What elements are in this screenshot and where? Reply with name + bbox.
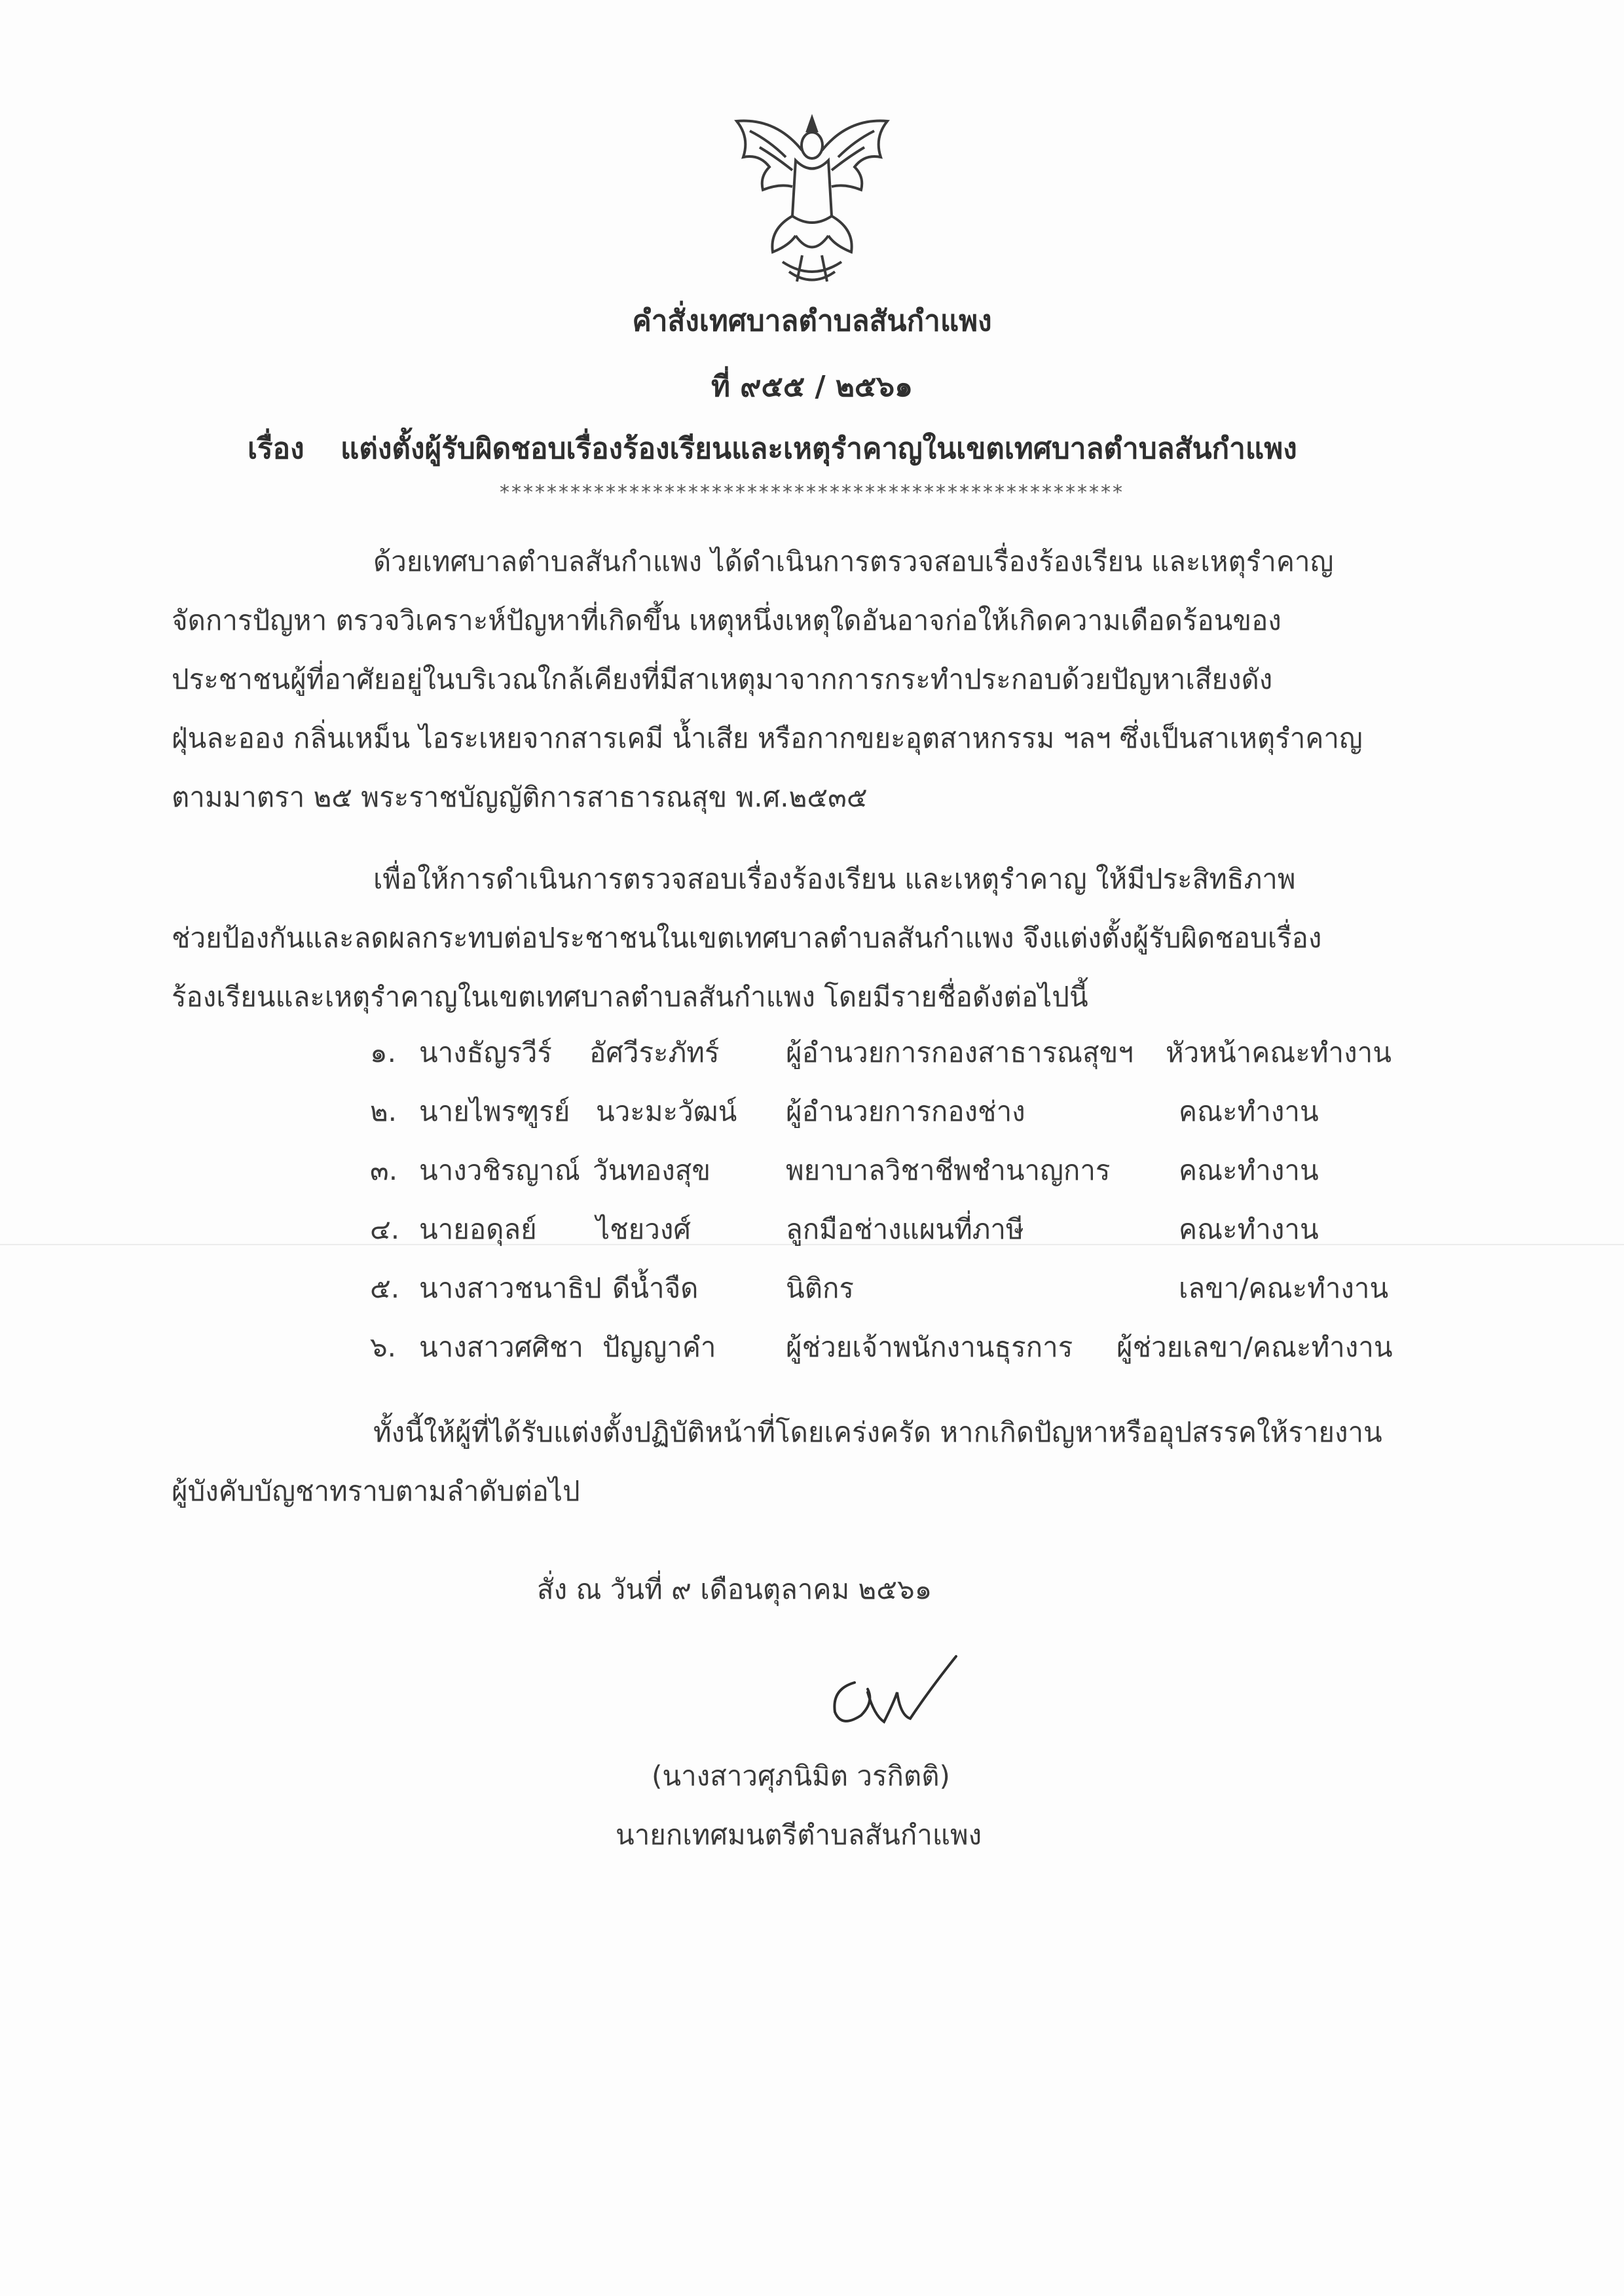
item-number: ๔. [370, 1213, 400, 1245]
para1-line: ด้วยเทศบาลตำบลสันกำแพง ได้ดำเนินการตรวจสอบเรื่องร้องเรียน และเหตุรำคาญ [373, 545, 1334, 577]
position: ผู้อำนวยการกองช่าง [786, 1095, 1025, 1127]
subject-text: แต่งตั้งผู้รับผิดชอบเรื่องร้องเรียนและเหตุรำคาญในเขตเทศบาลตำบลสันกำแพง [341, 432, 1297, 465]
signer-name: (นางสาวศุภนิมิต วรกิตติ) [652, 1760, 950, 1792]
role: หัวหน้าคณะทำงาน [1166, 1036, 1392, 1068]
first-name: นางวชิรญาณ์ [419, 1154, 580, 1186]
item-number: ๓. [370, 1154, 398, 1186]
para2-line: เพื่อให้การดำเนินการตรวจสอบเรื่องร้องเรียน และเหตุรำคาญ ให้มีประสิทธิภาพ [373, 863, 1296, 895]
role: คณะทำงาน [1179, 1154, 1319, 1186]
list-item [0, 1326, 1624, 1378]
item-number: ๒. [370, 1095, 397, 1127]
para1-line: ฝุ่นละออง กลิ่นเหม็น ไอระเหยจากสารเคมี น้ำเสีย หรือกากขยะอุตสาหกรรม ฯลฯ ซึ่งเป็นสาเหตุรำคาญ [172, 722, 1363, 754]
para2-line: ช่วยป้องกันและลดผลกระทบต่อประชาชนในเขตเทศบาลตำบลสันกำแพง จึงแต่งตั้งผู้รับผิดชอบเรื่อง [172, 922, 1322, 954]
position: พยาบาลวิชาชีพชำนาญการ [786, 1154, 1111, 1186]
role: เลขา/คณะทำงาน [1179, 1272, 1389, 1304]
garuda-emblem-icon [724, 105, 900, 295]
subject-label: เรื่อง [248, 432, 304, 465]
first-name: นางสาวชนาธิป [419, 1272, 602, 1304]
para1-line: ตามมาตรา ๒๕ พระราชบัญญัติการสาธารณสุข พ.ศ.๒๕๓๕ [172, 781, 868, 813]
list-item [0, 1031, 1624, 1084]
separator-stars: ***************************************************** [500, 481, 1124, 504]
role: ผู้ช่วยเลขา/คณะทำงาน [1116, 1331, 1393, 1363]
last-name: นวะมะวัฒน์ [596, 1095, 737, 1127]
item-number: ๖. [370, 1331, 397, 1363]
list-item [0, 1208, 1624, 1260]
list-item [0, 1090, 1624, 1142]
role: คณะทำงาน [1179, 1213, 1319, 1245]
position: ผู้อำนวยการกองสาธารณสุขฯ [786, 1036, 1134, 1068]
para1-line: จัดการปัญหา ตรวจวิเคราะห์ปัญหาที่เกิดขึ้น เหตุหนึ่งเหตุใดอันอาจก่อให้เกิดความเดือดร้อนของ [172, 604, 1282, 636]
first-name: นางธัญรวีร์ [419, 1036, 552, 1068]
position: ลูกมือช่างแผนที่ภาษี [786, 1213, 1024, 1245]
last-name: ปัญญาคำ [602, 1331, 716, 1363]
last-name: วันทองสุข [593, 1154, 711, 1186]
order-number: ที่ ๙๕๕ / ๒๕๖๑ [710, 370, 913, 403]
position: ผู้ช่วยเจ้าพนักงานธุรการ [786, 1331, 1073, 1363]
role: คณะทำงาน [1179, 1095, 1319, 1127]
last-name: ไชยวงศ์ [596, 1213, 691, 1245]
list-item [0, 1149, 1624, 1201]
signer-title: นายกเทศมนตรีตำบลสันกำแพง [616, 1819, 982, 1851]
document-title: คำสั่งเทศบาลตำบลสันกำแพง [632, 304, 992, 338]
first-name: นายไพรฑูรย์ [419, 1095, 570, 1127]
para3-line: ผู้บังคับบัญชาทราบตามลำดับต่อไป [172, 1475, 580, 1507]
signature-image [819, 1643, 969, 1735]
para3-line: ทั้งนี้ให้ผู้ที่ได้รับแต่งตั้งปฏิบัติหน้าที่โดยเคร่งครัด หากเกิดปัญหาหรืออุปสรรคให้รายงาน [373, 1416, 1382, 1448]
item-number: ๑. [370, 1036, 397, 1068]
order-date: สั่ง ณ วันที่ ๙ เดือนตุลาคม ๒๕๖๑ [537, 1573, 932, 1605]
last-name: ดีน้ำจืด [612, 1272, 699, 1304]
para1-line: ประชาชนผู้ที่อาศัยอยู่ในบริเวณใกล้เคียงที่มีสาเหตุมาจากการกระทำประกอบด้วยปัญหาเสียงดัง [172, 663, 1273, 695]
first-name: นายอดุลย์ [419, 1213, 537, 1245]
para2-line: ร้องเรียนและเหตุรำคาญในเขตเทศบาลตำบลสันกำแพง โดยมีรายชื่อดังต่อไปนี้ [172, 981, 1088, 1013]
list-item [0, 1267, 1624, 1319]
position: นิติกร [786, 1272, 854, 1304]
last-name: อัศวีระภัทร์ [589, 1036, 720, 1068]
item-number: ๕. [370, 1272, 400, 1304]
first-name: นางสาวศศิชา [419, 1331, 584, 1363]
